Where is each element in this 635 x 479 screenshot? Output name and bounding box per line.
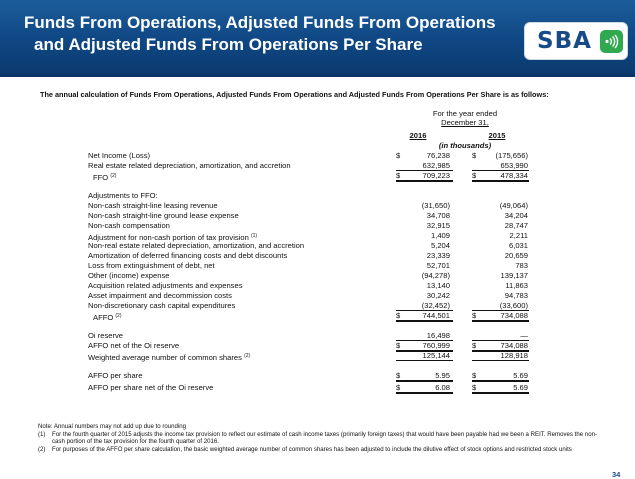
row-label [88, 301, 235, 311]
value-2016: 34,708 [426, 211, 450, 220]
value-2015: 139,137 [500, 271, 528, 280]
value-2016: 1,409 [430, 231, 450, 240]
row-label [88, 261, 215, 271]
signal-waves-icon [600, 30, 623, 53]
page-number: 34 [612, 470, 621, 479]
value-2016: 760,999 [422, 341, 450, 350]
row-label-text: Adjustment for non-cash portion of tax provision [88, 233, 249, 242]
rounding-note: Note: Annual numbers may not add up due to rounding [38, 423, 187, 430]
value-2015: 734,088 [500, 311, 528, 320]
table-row [0, 241, 635, 251]
footnote-2-mark: (2) [38, 446, 46, 454]
value-2015: 5.69 [513, 371, 528, 380]
title-line-1: Funds From Operations, Adjusted Funds From Operations [24, 13, 496, 32]
value-2016: 16,498 [426, 331, 450, 340]
total-double-rule [396, 180, 453, 182]
row-label-text: Non-real estate related depreciation, amortization, and accretion [88, 241, 305, 250]
period-header [412, 109, 518, 127]
page-title [24, 12, 504, 56]
currency-symbol: $ [472, 171, 477, 180]
value-2015: (49,064) [499, 201, 528, 210]
row-label [88, 331, 123, 341]
value-2016: 13,140 [426, 281, 450, 290]
value-2015: 34,204 [504, 211, 528, 220]
footnote-1 [38, 431, 608, 446]
row-label [88, 191, 158, 201]
total-double-rule [472, 392, 529, 394]
total-double-rule [396, 320, 453, 322]
table-row [0, 383, 635, 393]
value-2016: 709,223 [422, 171, 450, 180]
value-2015: 783 [515, 261, 528, 270]
footnote-1-text: For the fourth quarter of 2015 adjusts the income tax provision to reflect our estimate of cash income taxes (primarily foreign taxes) that would have been payable had we been a REIT. Removes the non-cash portion of the tax provision for the fourth quarter of 2016. [52, 430, 598, 446]
value-2016: 632,985 [422, 161, 450, 170]
footnote-1-mark: (1) [38, 430, 46, 438]
value-2015: (175,656) [495, 151, 528, 160]
row-label [88, 201, 218, 211]
row-label [88, 251, 287, 261]
footnotes [38, 423, 608, 454]
table-row [0, 251, 635, 261]
value-2015: 20,659 [504, 251, 528, 260]
value-2016: 5,204 [430, 241, 450, 250]
row-label [88, 351, 250, 363]
total-double-rule [472, 180, 529, 182]
logo-text: SBA [537, 28, 592, 54]
year-2015-header: 2015 [488, 131, 506, 140]
value-2015: 28,747 [504, 221, 528, 230]
currency-symbol: $ [472, 311, 477, 320]
currency-symbol: $ [396, 171, 401, 180]
table-row [0, 151, 635, 161]
row-label-text: Non-cash straight-line ground lease expense [88, 211, 239, 220]
table-row [0, 231, 635, 241]
currency-symbol: $ [472, 341, 477, 350]
row-label-text: Loss from extinguishment of debt, net [88, 261, 215, 270]
row-label-text: AFFO [93, 313, 114, 322]
value-2015: 128,918 [500, 351, 528, 360]
value-2016: 52,701 [426, 261, 450, 270]
row-label-text: Non-discretionary cash capital expenditures [88, 301, 236, 310]
table-row [0, 281, 635, 291]
units-label: (in thousands) [438, 141, 492, 150]
footnote-ref: (2) [115, 313, 122, 319]
table-row [0, 261, 635, 271]
row-label [88, 211, 239, 221]
sba-logo [524, 22, 628, 60]
row-label-text: Weighted average number of common shares [88, 353, 242, 362]
row-label-text: Real estate related depreciation, amortization, and accretion [88, 161, 291, 170]
row-label-text: FFO [93, 173, 109, 182]
table-row [0, 271, 635, 281]
value-2015: 653,990 [500, 161, 528, 170]
table-row [0, 301, 635, 311]
value-2015: 2,211 [509, 231, 528, 240]
value-2016: 744,501 [422, 311, 450, 320]
currency-symbol: $ [396, 383, 401, 392]
value-2016: 32,915 [426, 221, 450, 230]
subtotal-rule [472, 360, 529, 361]
row-label-text: Asset impairment and decommission costs [88, 291, 232, 300]
table-row [0, 201, 635, 211]
value-2015: 11,863 [505, 281, 528, 290]
row-label [88, 281, 243, 291]
row-label [88, 291, 232, 301]
value-2016: (94,278) [421, 271, 450, 280]
currency-symbol: $ [396, 151, 401, 160]
total-double-rule [472, 320, 529, 322]
row-label [88, 161, 291, 171]
table-row [0, 311, 635, 321]
title-banner [0, 0, 635, 74]
value-2015: 478,334 [500, 171, 528, 180]
currency-symbol: $ [472, 151, 477, 160]
row-label-text: AFFO net of the Oi reserve [88, 341, 180, 350]
table-row [0, 291, 635, 301]
total-double-rule [396, 380, 453, 382]
row-label [88, 271, 169, 281]
row-label [88, 383, 213, 393]
value-2015: — [520, 331, 528, 340]
currency-symbol: $ [396, 371, 401, 380]
title-line-2: and Adjusted Funds From Operations Per Share [34, 35, 423, 54]
row-label-text: Other (income) expense [88, 271, 170, 280]
table-row [0, 161, 635, 171]
value-2016: 23,339 [426, 251, 450, 260]
value-2015: 5.69 [513, 383, 528, 392]
table-row [0, 211, 635, 221]
currency-symbol: $ [396, 311, 401, 320]
row-label [88, 371, 142, 381]
period-line-1: For the year ended [432, 109, 498, 118]
value-2015: 6,031 [508, 241, 528, 250]
banner-divider [0, 74, 635, 77]
row-label [88, 221, 170, 231]
currency-symbol: $ [472, 383, 477, 392]
value-2016: 76,238 [426, 151, 450, 160]
subtotal-rule [396, 360, 453, 361]
intro-text: The annual calculation of Funds From Operations, Adjusted Funds From Operations and Adjusted Funds From Operations Per Share is as follows: [40, 90, 549, 99]
footnote-2 [38, 446, 608, 454]
value-2016: (31,650) [421, 201, 450, 210]
footnote-2-text: For purposes of the AFFO per share calculation, the basic weighted average number of common shares has been adjusted to include the dilutive effect of stock options and restricted stock units [52, 446, 572, 454]
row-label [88, 341, 179, 351]
year-2016-header: 2016 [409, 131, 427, 140]
value-2015: (33,600) [499, 301, 528, 310]
table-row [0, 341, 635, 351]
currency-symbol: $ [396, 341, 401, 350]
currency-symbol: $ [472, 371, 477, 380]
table-row [0, 371, 635, 381]
value-2016: 30,242 [426, 291, 450, 300]
footnote-ref: (2) [110, 173, 117, 179]
value-2015: 94,783 [504, 291, 528, 300]
row-label-text: Acquisition related adjustments and expenses [88, 281, 243, 290]
footnote-ref: (1) [250, 233, 258, 239]
table-row [0, 191, 635, 201]
row-label-text: Non-cash compensation [88, 221, 170, 230]
table-row [0, 351, 635, 361]
value-2015: 734,088 [500, 341, 528, 350]
row-label-text: AFFO per share [88, 371, 143, 380]
row-label-text: Net Income (Loss) [88, 151, 151, 160]
row-label [88, 241, 304, 251]
total-double-rule [472, 380, 529, 382]
row-label [93, 311, 122, 323]
value-2016: 5.95 [435, 371, 450, 380]
row-label-text: Oi reserve [88, 331, 124, 340]
row-label [93, 171, 116, 183]
footnote-ref: (2) [244, 353, 251, 359]
period-line-2: December 31, [441, 118, 489, 127]
value-2016: 6.08 [435, 383, 450, 392]
table-row [0, 331, 635, 341]
row-label-text: Adjustments to FFO: [88, 191, 158, 200]
table-row [0, 171, 635, 181]
table-row [0, 221, 635, 231]
row-label-text: AFFO per share net of the Oi reserve [88, 383, 214, 392]
row-label [88, 151, 150, 161]
value-2016: (32,452) [421, 301, 450, 310]
total-double-rule [396, 392, 453, 394]
row-label-text: Non-cash straight-line leasing revenue [88, 201, 218, 210]
value-2016: 125,144 [422, 351, 450, 360]
row-label-text: Amortization of deferred financing costs and debt discounts [88, 251, 288, 260]
